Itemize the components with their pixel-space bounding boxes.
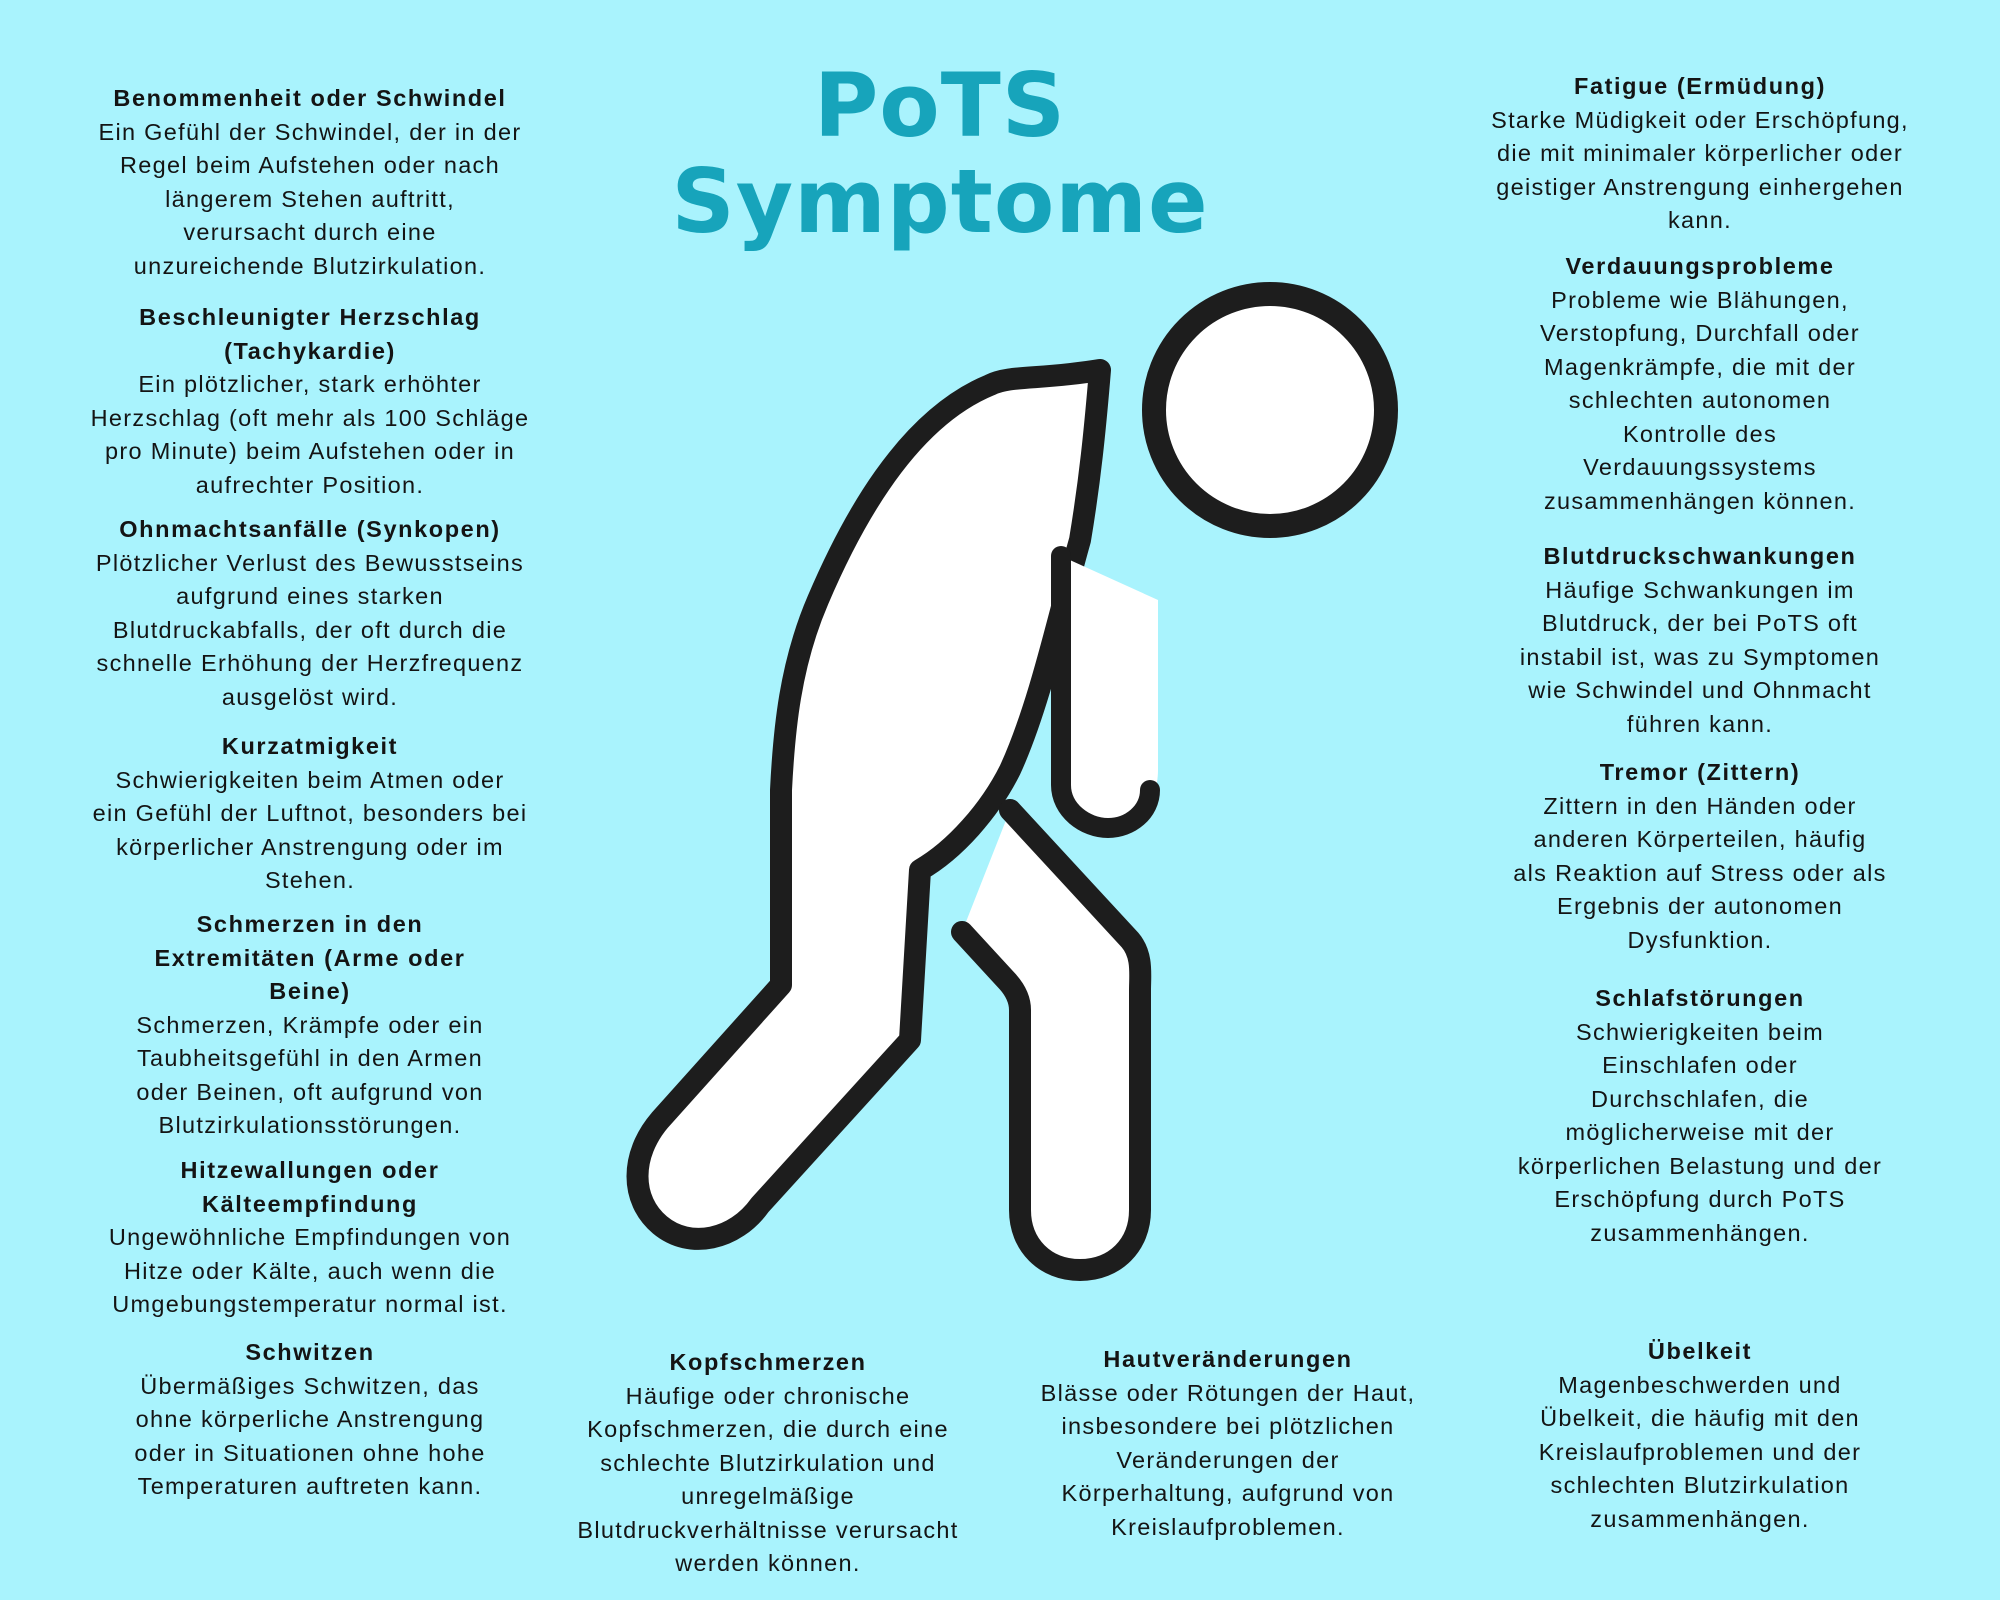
symptom-line: schlechte Blutzirkulation und xyxy=(600,1449,936,1476)
symptom-heading: Verdauungsprobleme xyxy=(1565,253,1835,279)
symptom-line: Umgebungstemperatur normal ist. xyxy=(112,1291,508,1317)
symptom-line: Häufige Schwankungen im xyxy=(1545,576,1855,603)
symptom-heading: Ohnmachtsanfälle (Synkopen) xyxy=(119,516,501,542)
symptom-line: die mit minimaler körperlicher oder xyxy=(1497,140,1903,166)
symptom-line: Körperhaltung, aufgrund von xyxy=(1061,1480,1395,1506)
symptom-line: Blutzirkulationsstörungen. xyxy=(158,1112,462,1138)
symptom-heading: Kopfschmerzen xyxy=(669,1349,867,1375)
symptom-line: unregelmäßige xyxy=(681,1483,855,1509)
symptom-line: Veränderungen der xyxy=(1116,1446,1340,1473)
symptom-line: Regel beim Aufstehen oder nach xyxy=(120,152,500,178)
symptom-line: werden können. xyxy=(675,1550,861,1576)
symptom-heading: Schmerzen in den xyxy=(196,911,424,937)
symptom-heading: Fatigue (Ermüdung) xyxy=(1573,73,1827,99)
symptom-line: Taubheitsgefühl in den Armen xyxy=(136,1045,484,1071)
symptom-line: pro Minute) beim Aufstehen oder in xyxy=(105,438,515,464)
page-title xyxy=(600,54,1280,253)
symptom-line: Magenkrämpfe, die mit der xyxy=(1543,353,1856,380)
symptom-heading: Blutdruckschwankungen xyxy=(1543,543,1857,569)
symptom-line: Starke Müdigkeit oder Erschöpfung, xyxy=(1491,106,1909,133)
symptom-hitzewallungen xyxy=(40,1154,580,1322)
symptom-line: zusammenhängen können. xyxy=(1543,487,1857,514)
symptom-heading: Beine) xyxy=(269,978,351,1004)
symptom-fatigue xyxy=(1440,70,1960,238)
symptom-line: unzureichende Blutzirkulation. xyxy=(133,252,487,279)
symptom-line: Durchschlafen, die xyxy=(1590,1085,1810,1112)
symptom-line: Blutdruckabfalls, der oft durch die xyxy=(112,616,508,643)
symptom-heading: (Tachykardie) xyxy=(224,337,396,364)
symptom-heading: Benommenheit oder Schwindel xyxy=(113,85,507,111)
symptom-line: Temperaturen auftreten kann. xyxy=(137,1473,483,1499)
symptom-line: aufrechter Position. xyxy=(195,471,425,498)
symptom-heading: Hitzewallungen oder xyxy=(180,1157,440,1183)
symptom-line: Schwierigkeiten beim Atmen oder xyxy=(115,766,505,793)
symptom-line: Zittern in den Händen oder xyxy=(1543,792,1857,819)
symptom-line: oder Beinen, oft aufgrund von xyxy=(136,1078,484,1105)
symptom-schmerzen xyxy=(40,908,580,1143)
symptom-kopfschmerzen xyxy=(528,1346,1008,1581)
figure-arm xyxy=(1061,556,1158,828)
symptom-heading: Tremor (Zittern) xyxy=(1599,759,1801,785)
symptom-line: Übelkeit, die häufig mit den xyxy=(1540,1405,1860,1431)
symptom-blutdruck xyxy=(1440,540,1960,741)
symptom-line: wie Schwindel und Ohnmacht xyxy=(1528,677,1872,703)
symptom-line: Stehen. xyxy=(264,867,356,893)
symptom-line: Herzschlag (oft mehr als 100 Schläge xyxy=(90,404,530,431)
symptom-line: Erschöpfung durch PoTS xyxy=(1554,1186,1846,1212)
symptom-line: Kreislaufproblemen und der xyxy=(1538,1438,1862,1465)
symptom-line: Blutdruckverhältnisse verursacht xyxy=(577,1516,959,1543)
symptom-line: Blutdruck, der bei PoTS oft xyxy=(1542,610,1858,636)
symptom-heading: Schlafstörungen xyxy=(1595,985,1805,1011)
symptom-line: ohne körperliche Anstrengung xyxy=(135,1406,485,1432)
symptom-line: Kontrolle des xyxy=(1622,420,1778,447)
symptom-line: möglicherweise mit der xyxy=(1565,1119,1835,1145)
symptom-line: Ergebnis der autonomen xyxy=(1557,893,1843,919)
symptom-tremor xyxy=(1440,756,1960,957)
symptom-line: Übermäßiges Schwitzen, das xyxy=(140,1372,480,1399)
symptom-line: schlechten Blutzirkulation xyxy=(1550,1472,1850,1498)
symptom-line: als Reaktion auf Stress oder als xyxy=(1513,859,1887,886)
symptom-heading: Extremitäten (Arme oder xyxy=(154,944,466,971)
symptom-line: Häufige oder chronische xyxy=(625,1382,911,1409)
symptom-line: insbesondere bei plötzlichen xyxy=(1061,1413,1395,1439)
symptom-heading: Kurzatmigkeit xyxy=(221,733,399,759)
symptom-line: verursacht durch eine xyxy=(183,219,437,245)
symptom-line: zusammenhängen. xyxy=(1590,1219,1810,1246)
symptom-herzschlag xyxy=(40,301,580,502)
symptom-line: Schwierigkeiten beim xyxy=(1575,1018,1825,1045)
symptom-line: ein Gefühl der Luftnot, besonders bei xyxy=(92,800,528,826)
symptom-line: Plötzlicher Verlust des Bewusstseins xyxy=(95,549,525,576)
symptom-line: aufgrund eines starken xyxy=(176,583,444,609)
symptom-line: anderen Körperteilen, häufig xyxy=(1533,826,1867,852)
symptom-line: Kopfschmerzen, die durch eine xyxy=(587,1416,949,1442)
symptom-heading: Übelkeit xyxy=(1647,1338,1753,1364)
figure-right-leg xyxy=(962,810,1140,1270)
symptom-schwitzen xyxy=(40,1336,580,1504)
symptom-line: führen kann. xyxy=(1626,710,1774,737)
symptom-verdauung xyxy=(1440,250,1960,518)
symptom-line: körperlichen Belastung und der xyxy=(1517,1152,1883,1179)
symptom-heading: Hautveränderungen xyxy=(1103,1346,1353,1372)
symptom-line: Ein plötzlicher, stark erhöhter xyxy=(138,371,482,397)
symptom-kurzatmigkeit xyxy=(40,730,580,898)
symptom-heading: Beschleunigter Herzschlag xyxy=(139,304,481,330)
symptom-line: geistiger Anstrengung einhergehen xyxy=(1496,173,1904,200)
symptom-line: schlechten autonomen xyxy=(1568,387,1832,413)
symptom-ohnmacht xyxy=(40,513,580,714)
symptom-line: schnelle Erhöhung der Herzfrequenz xyxy=(96,650,524,676)
symptom-schlaf xyxy=(1440,982,1960,1250)
symptom-benommenheit xyxy=(40,82,580,283)
symptom-line: zusammenhängen. xyxy=(1590,1505,1810,1532)
title-line-2: Symptome xyxy=(671,150,1209,253)
symptom-line: Ungewöhnliche Empfindungen von xyxy=(108,1224,512,1250)
symptom-haut xyxy=(1003,1343,1453,1544)
symptom-line: Magenbeschwerden und xyxy=(1558,1371,1842,1398)
symptom-uebelkeit xyxy=(1450,1335,1950,1536)
title-line-1: PoTS xyxy=(813,54,1067,157)
symptom-line: Einschlafen oder xyxy=(1602,1052,1798,1078)
tired-person-hunched-icon xyxy=(600,260,1420,1300)
symptom-line: Verstopfung, Durchfall oder xyxy=(1540,320,1860,346)
symptom-line: Schmerzen, Krämpfe oder ein xyxy=(136,1011,484,1038)
symptom-line: oder in Situationen ohne hohe xyxy=(134,1439,486,1466)
symptom-line: Dysfunktion. xyxy=(1627,926,1773,953)
symptom-line: Verdauungssystems xyxy=(1583,454,1817,480)
symptom-line: kann. xyxy=(1668,207,1732,233)
symptom-line: instabil ist, was zu Symptomen xyxy=(1519,643,1881,670)
symptom-heading: Kälteempfindung xyxy=(202,1190,418,1217)
symptom-line: längerem Stehen auftritt, xyxy=(165,185,455,212)
symptom-line: Ein Gefühl der Schwindel, der in der xyxy=(98,118,522,145)
symptom-line: Kreislaufproblemen. xyxy=(1111,1513,1345,1540)
symptom-line: Hitze oder Kälte, auch wenn die xyxy=(123,1257,497,1284)
figure-head xyxy=(1154,294,1386,526)
symptom-line: Blässe oder Rötungen der Haut, xyxy=(1040,1379,1416,1406)
symptom-line: Probleme wie Blähungen, xyxy=(1551,286,1849,313)
symptom-heading: Schwitzen xyxy=(245,1339,375,1365)
symptom-line: ausgelöst wird. xyxy=(221,683,399,710)
symptom-line: körperlicher Anstrengung oder im xyxy=(116,833,504,860)
